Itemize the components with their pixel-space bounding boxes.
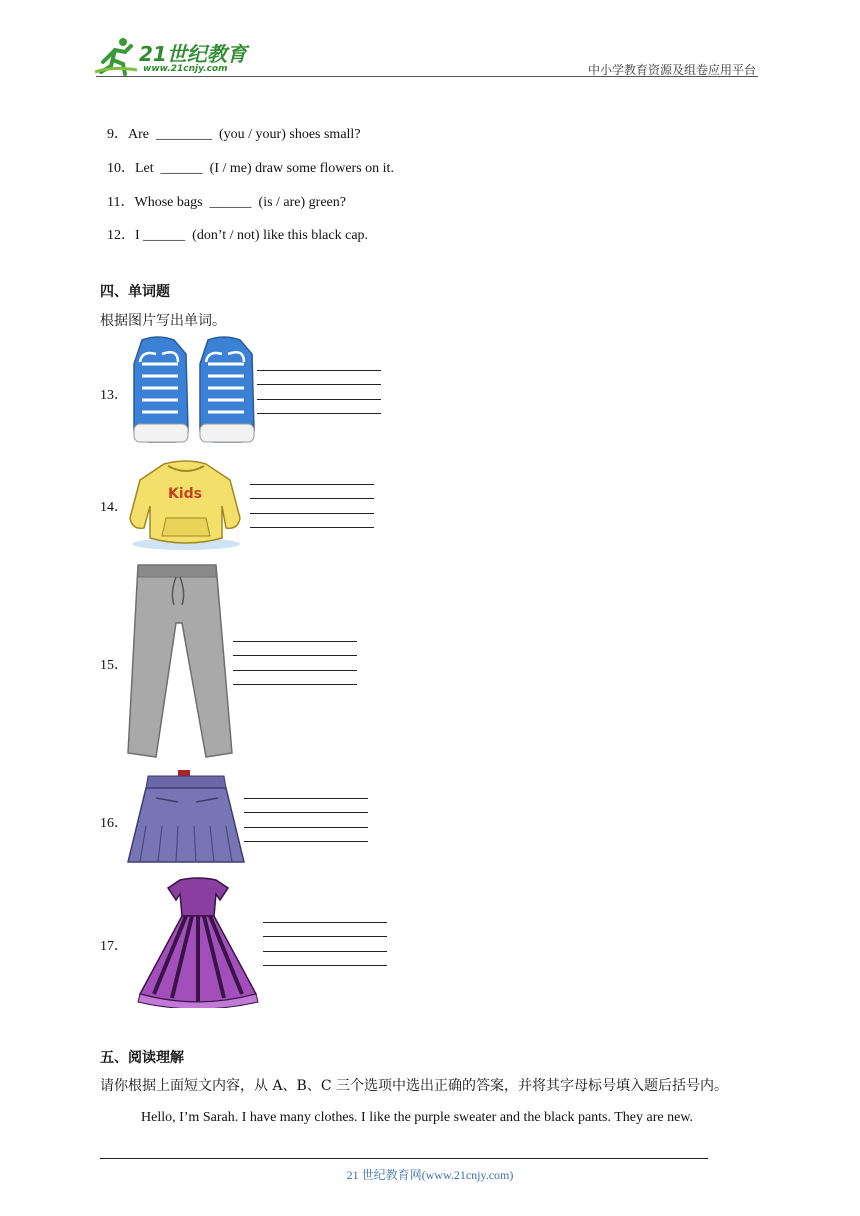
item-number: 14． (100, 500, 128, 515)
question-number: 10． (107, 161, 135, 176)
skirt-image (126, 768, 246, 868)
logo-url: www.21cnjy.com (143, 64, 228, 74)
svg-text:Kids: Kids (168, 486, 203, 502)
question-text: (you / your) shoes small? (219, 127, 361, 142)
footer-text: 21 世纪教育网(www.21cnjy.com) (346, 1168, 514, 1182)
answer-lines[interactable] (263, 908, 387, 966)
answer-blank[interactable]: ______ (209, 195, 252, 210)
pants-image (126, 563, 234, 761)
answer-lines[interactable] (257, 356, 381, 414)
item-number: 17． (100, 939, 128, 954)
section-4-instruction: 根据图片写出单词。 (100, 313, 226, 329)
item-number: 16． (100, 816, 128, 831)
section-5-title: 五、阅读理解 (100, 1050, 184, 1066)
header-divider (96, 76, 758, 77)
question-number: 9． (107, 127, 128, 142)
sweater-image (126, 458, 244, 552)
question-text: (I / me) draw some flowers on it. (209, 161, 394, 176)
question-text: I (135, 228, 140, 243)
question-text: (don’t / not) like this black cap. (192, 228, 369, 243)
question-number: 11． (107, 195, 135, 210)
question-number: 12． (107, 228, 135, 243)
site-logo (93, 36, 263, 78)
question-12 (100, 208, 368, 244)
question-text: Whose bags (134, 195, 203, 210)
question-11 (100, 175, 346, 211)
header-platform-name: 中小学教育资源及组卷应用平台 (587, 63, 756, 77)
footer-divider (100, 1158, 708, 1159)
answer-lines[interactable] (233, 627, 357, 685)
section-4-title: 四、单词题 (100, 284, 170, 300)
answer-lines[interactable] (244, 784, 368, 842)
answer-blank[interactable]: ________ (156, 127, 212, 142)
section-5-instruction: 请你根据上面短文内容，从 A、B、C 三个选项中选出正确的答案，并将其字母标号填入题后括号内。 (100, 1078, 729, 1094)
logo-text: 21世纪教育 (139, 42, 247, 66)
question-text: Let (135, 161, 154, 176)
reading-passage: Hello, I’m Sarah. I have many clothes. I like the purple sweater and the black pants. They are new. (141, 1110, 694, 1125)
answer-lines[interactable] (250, 470, 374, 528)
answer-blank[interactable]: ______ (143, 228, 186, 243)
sneakers-image (128, 334, 258, 446)
answer-blank[interactable]: ______ (160, 161, 203, 176)
question-10 (100, 141, 394, 177)
dress-image (136, 876, 260, 1008)
item-number: 13． (100, 388, 128, 403)
question-9 (100, 107, 361, 143)
question-text: Are (128, 127, 149, 142)
question-text: (is / are) green? (258, 195, 346, 210)
item-number: 15． (100, 658, 128, 673)
